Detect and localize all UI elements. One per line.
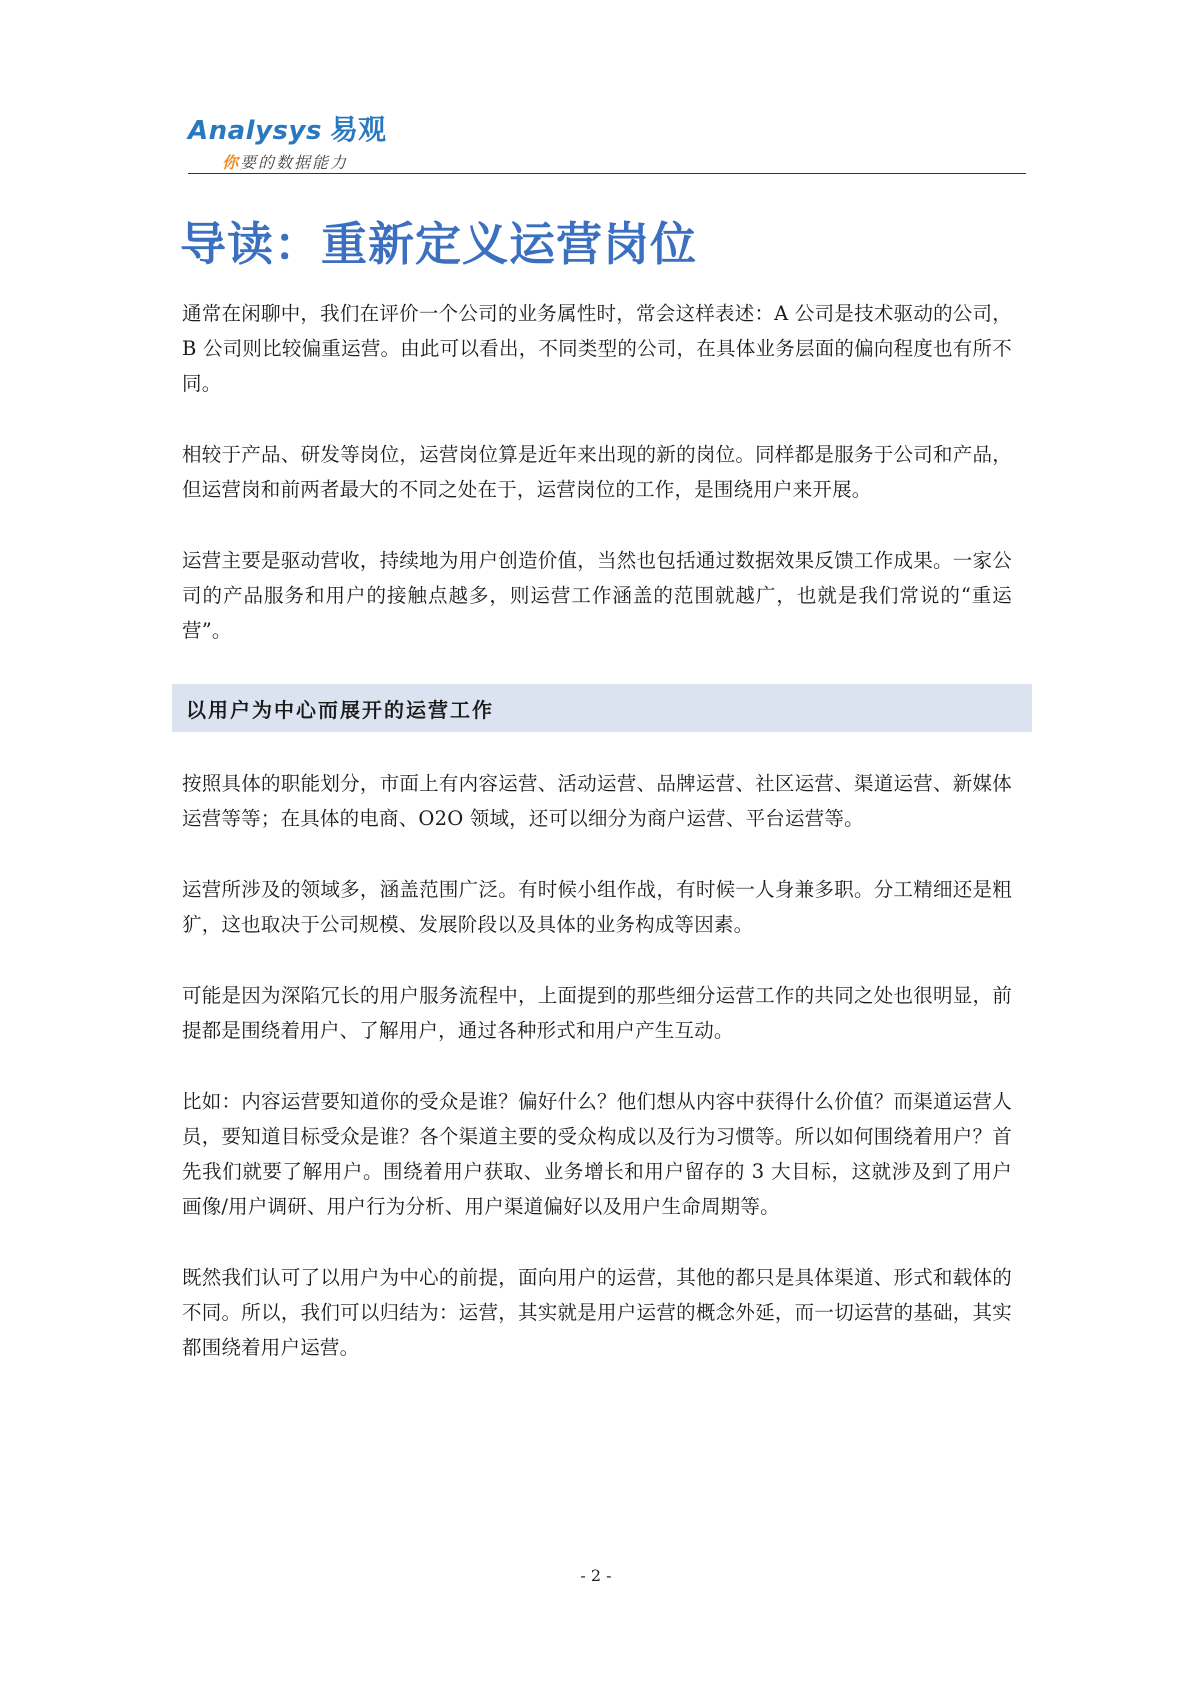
paragraph: 比如：内容运营要知道你的受众是谁？偏好什么？他们想从内容中获得什么价值？而渠道运营人员，要知道目标受众是谁？各个渠道主要的受众构成以及行为习惯等。所以如何围绕着用户？首先我们就要了解用户。围绕着用户获取、业务增长和用户留存的 3 大目标，这就涉及到了用户画像/用户调研、用户行为分析、用户渠道偏好以及用户生命周期等。 [182, 1090, 1012, 1218]
page-title: 导读：重新定义运营岗位 [180, 217, 697, 271]
logo [188, 108, 1028, 148]
document-body [182, 296, 1012, 1401]
paragraph: 通常在闲聊中，我们在评价一个公司的业务属性时，常会这样表述：A 公司是技术驱动的公司，B 公司则比较偏重运营。由此可以看出，不同类型的公司，在具体业务层面的偏向程度也有所不同。 [182, 302, 1012, 395]
header-divider [188, 173, 1026, 174]
tagline-accent: 你 [222, 153, 241, 172]
page-number: - 2 - [580, 1566, 612, 1585]
tagline-rest: 要的数据能力 [240, 153, 349, 172]
paragraph: 运营所涉及的领域多，涵盖范围广泛。有时候小组作战，有时候一人身兼多职。分工精细还是粗犷，这也取决于公司规模、发展阶段以及具体的业务构成等因素。 [182, 878, 1012, 936]
paragraph: 按照具体的职能划分，市面上有内容运营、活动运营、品牌运营、社区运营、渠道运营、新媒体运营等等；在具体的电商、O2O 领域，还可以细分为商户运营、平台运营等。 [182, 772, 1012, 830]
paragraph: 可能是因为深陷冗长的用户服务流程中，上面提到的那些细分运营工作的共同之处也很明显，前提都是围绕着用户、了解用户，通过各种形式和用户产生互动。 [182, 984, 1012, 1042]
paragraph: 既然我们认可了以用户为中心的前提，面向用户的运营，其他的都只是具体渠道、形式和载体的不同。所以，我们可以归结为：运营，其实就是用户运营的概念外延，而一切运营的基础，其实都围绕着用户运营。 [182, 1266, 1012, 1359]
logo-brand: Analysys [188, 116, 322, 146]
document-header [188, 108, 1028, 178]
section-heading: 以用户为中心而展开的运营工作 [172, 684, 1032, 732]
logo-chinese-name: 易观 [329, 113, 386, 146]
paragraph: 相较于产品、研发等岗位，运营岗位算是近年来出现的新的岗位。同样都是服务于公司和产品，但运营岗和前两者最大的不同之处在于，运营岗位的工作，是围绕用户来开展。 [182, 443, 1012, 501]
logo-tagline [222, 150, 1028, 173]
paragraph: 运营主要是驱动营收，持续地为用户创造价值，当然也包括通过数据效果反馈工作成果。一家公司的产品服务和用户的接触点越多，则运营工作涵盖的范围就越广，也就是我们常说的“重运营”。 [182, 549, 1012, 642]
